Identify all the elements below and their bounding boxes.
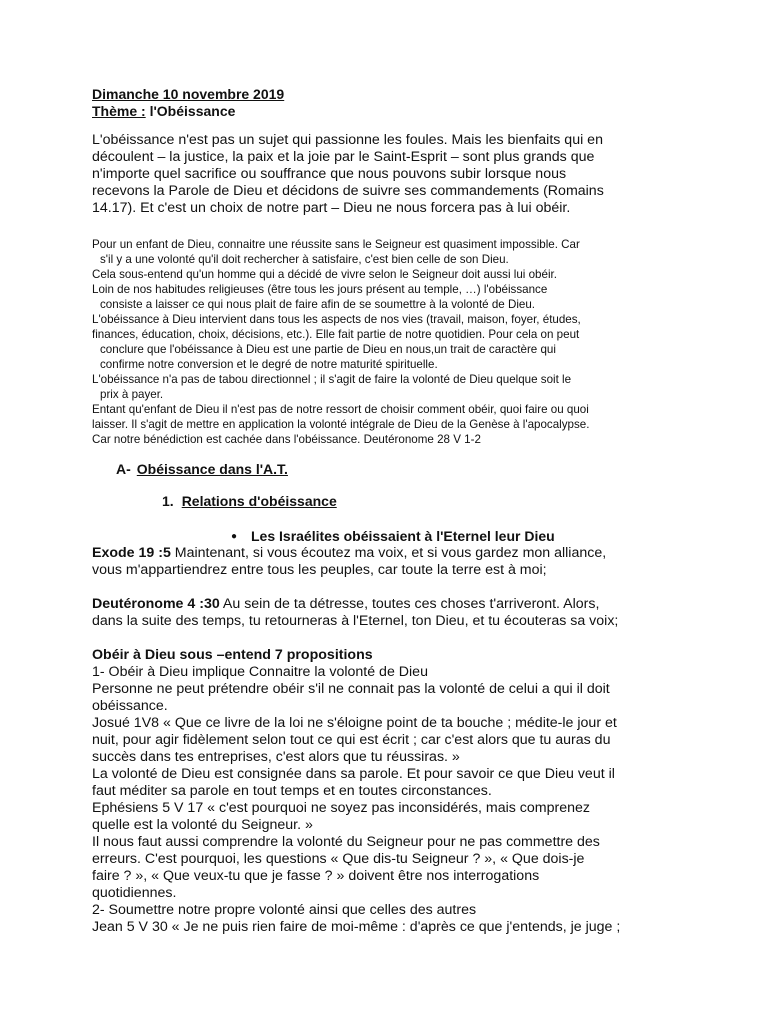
body-line: Il nous faut aussi comprendre la volonté du Seigneur pour ne pas commettre des: [92, 834, 600, 850]
small-line: L'obéissance à Dieu intervient dans tous les aspects de nos vies (travail, maison, foyer, études,: [92, 313, 581, 326]
section-a-marker: A-: [116, 461, 131, 477]
body-line: nuit, pour agir fidèlement selon tout ce qui est écrit ; car c'est alors que tu auras du: [92, 732, 611, 748]
section-a-title: Obéissance dans l'A.T.: [136, 461, 288, 477]
body-line: quotidiennes.: [92, 885, 177, 901]
body-line: obéissance.: [92, 698, 168, 714]
bullet-heading: [231, 528, 555, 544]
body-line: Josué 1V8 « Que ce livre de la loi ne s'éloigne point de ta bouche ; médite-le jour et: [92, 715, 617, 731]
intro-line: n'importe quel sacrifice ou souffrance que nous pouvons subir lorsque nous: [92, 166, 567, 182]
bullet-dot-icon: ●: [231, 531, 238, 542]
section-1-title: Relations d'obéissance: [181, 493, 337, 509]
small-line: prix à payer.: [100, 388, 164, 401]
small-line: confirme notre conversion et le degré de notre maturité spirituelle.: [100, 358, 438, 371]
intro-paragraph: [92, 132, 692, 217]
small-line: Cela sous-entend qu'un homme qui a décidé de vivre selon le Seigneur doit aussi lui obéir.: [92, 268, 557, 281]
exode-ref: Exode 19 :5: [92, 545, 171, 561]
body-line: Ephésiens 5 V 17 « c'est pourquoi ne soyez pas inconsidérés, mais comprenez: [92, 800, 590, 816]
small-line: Entant qu'enfant de Dieu il n'est pas de notre ressort de choisir comment obéir, quoi faire ou quoi: [92, 403, 589, 416]
exode-text: Maintenant, si vous écoutez ma voix, et si vous gardez mon alliance,: [170, 545, 607, 561]
body-line: Jean 5 V 30 « Je ne puis rien faire de moi-même : d'après ce que j'entends, je juge ;: [92, 919, 621, 935]
small-line: conclure que l'obéissance à Dieu est une partie de Dieu en nous,un trait de caractère qui: [100, 343, 556, 356]
deut-text: Au sein de ta détresse, toutes ces choses t'arriveront. Alors,: [219, 596, 600, 612]
small-line: Car notre bénédiction est cachée dans l'obéissance. Deutéronome 28 V 1-2: [92, 433, 481, 446]
body-line: faire ? », « Que veux-tu que je fasse ? » doivent être nos interrogations: [92, 868, 540, 884]
spacer: [92, 579, 692, 596]
body-line: quelle est la volonté du Seigneur. »: [92, 817, 313, 833]
small-line: laisser. Il s'agit de mettre en application la volonté intégrale de Dieu de la Genèse à l'apocalypse.: [92, 418, 590, 431]
body-line: succès dans tes entreprises, c'est alors que tu réussiras. »: [92, 749, 460, 765]
spacer: [92, 630, 692, 647]
body-line: erreurs. C'est pourquoi, les questions « Que dis-tu Seigneur ? », « Que dois-je: [92, 851, 585, 867]
small-line: Loin de nos habitudes religieuses (être tous les jours présent au temple, …) l'obéissance: [92, 283, 548, 296]
deut-line-2: dans la suite des temps, tu retourneras à l'Eternel, ton Dieu, et tu écouteras sa voix;: [92, 613, 619, 629]
document-date: Dimanche 10 novembre 2019: [92, 86, 285, 102]
intro-line: 14.17). Et c'est un choix de notre part – Dieu ne nous forcera pas à lui obéir.: [92, 200, 571, 216]
body-line: faut méditer sa parole en tout temps et en toutes circonstances.: [92, 783, 492, 799]
exode-line-2: vous m'appartiendrez entre tous les peuples, car toute la terre est à moi;: [92, 562, 547, 578]
small-line: L'obéissance n'a pas de tabou directionnel ; il s'agit de faire la volonté de Dieu quelque soit le: [92, 373, 572, 386]
intro-line: recevons la Parole de Dieu et décidons de suivre ses commandements (Romains: [92, 183, 604, 199]
intro-line: découlent – la justice, la paix et la joie par le Saint-Esprit – sont plus grands que: [92, 149, 595, 165]
scripture-body: [92, 545, 692, 936]
theme-value: l'Obéissance: [149, 103, 236, 119]
small-text-block: [92, 237, 692, 447]
section-a-heading: [116, 461, 288, 477]
body-line: Personne ne peut prétendre obéir s'il ne connait pas la volonté de celui a qui il doit: [92, 681, 610, 697]
body-line: 2- Soumettre notre propre volonté ainsi que celles des autres: [92, 902, 477, 918]
body-line: 1- Obéir à Dieu implique Connaitre la volonté de Dieu: [92, 664, 428, 680]
body-line: La volonté de Dieu est consignée dans sa parole. Et pour savoir ce que Dieu veut il: [92, 766, 615, 782]
theme-label: Thème :: [92, 103, 146, 119]
deut-ref: Deutéronome 4 :30: [92, 596, 220, 612]
small-line: s'il y a une volonté qu'il doit rechercher à satisfaire, c'est bien celle de son Dieu.: [100, 253, 509, 266]
small-line: Pour un enfant de Dieu, connaitre une réussite sans le Seigneur est quasiment impossible. Car: [92, 238, 580, 251]
document-theme: [92, 103, 235, 119]
deut-line-1: [92, 596, 692, 613]
small-line: consiste a laisser ce qui nous plait de faire afin de se soumettre à la volonté de Dieu.: [100, 298, 536, 311]
section-1-marker: 1.: [162, 493, 174, 509]
small-line: finances, éducation, choix, décisions, etc.). Elle fait partie de notre quotidien. Pour cela on peut: [92, 328, 580, 341]
propositions-title: Obéir à Dieu sous –entend 7 propositions: [92, 647, 373, 663]
bullet-text: Les Israélites obéissaient à l'Eternel leur Dieu: [251, 528, 555, 544]
intro-line: L'obéissance n'est pas un sujet qui passionne les foules. Mais les bienfaits qui en: [92, 132, 603, 148]
section-1-heading: [162, 493, 337, 509]
exode-line-1: [92, 545, 692, 562]
